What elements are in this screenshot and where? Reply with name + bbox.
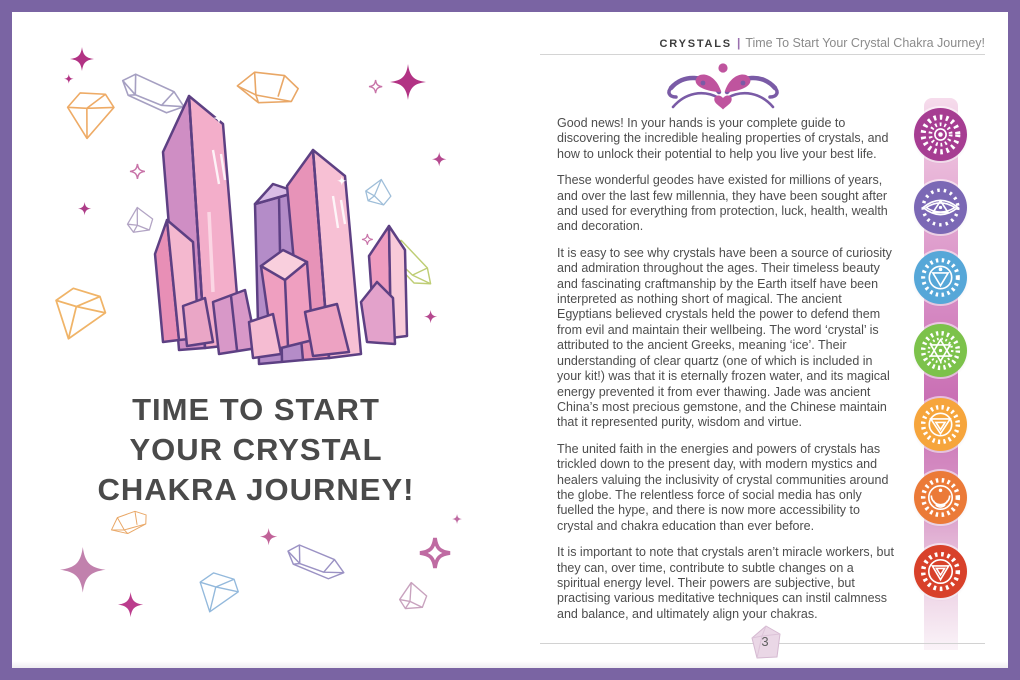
crown-chakra-icon (914, 108, 967, 161)
right-page (530, 12, 1008, 668)
header-separator: | (736, 36, 741, 50)
page-number: 3 (761, 634, 769, 649)
lotus-flourish-ornament (665, 61, 781, 113)
running-header (659, 34, 985, 52)
book-spread (12, 12, 1008, 668)
paragraph: The united faith in the energies and powers of crystals has trickled down to the present day, with modern mystics and healers valuing the inclusivity of crystal communities around the globe. The relentless force of social media has only fuelled the hype, and there is now more accessibility to crystal and chakra education than ever before. (557, 441, 889, 533)
chapter-title: Time To Start Your Crystal Chakra Journey! (745, 36, 985, 50)
sacral-chakra-icon (914, 471, 967, 524)
page-number-badge (748, 624, 784, 662)
solar-plexus-chakra-icon (914, 398, 967, 451)
body-text (557, 116, 898, 633)
paragraph: These wonderful geodes have existed for millions of years, and over the last few millennia, they have been sought after and used for everything from protection, luck, health, wealth and decoration. (557, 173, 888, 234)
throat-chakra-icon (914, 251, 967, 304)
page-title (46, 390, 466, 510)
root-chakra-icon (914, 545, 967, 598)
third-eye-chakra-icon (914, 181, 967, 234)
main-crystal-cluster (155, 96, 407, 364)
page-title-line: YOUR CRYSTAL (129, 432, 383, 467)
heart-chakra-icon (914, 324, 967, 377)
paragraph: It is important to note that crystals aren’t miracle workers, but they can, over time, contribute to subtle changes on a spiritual energy level. Their powers are subjective, but practising various meditative techniques can instil calmness and balance, and ultimately align your chakras. (557, 545, 894, 621)
crystal-illustration (12, 12, 530, 668)
paragraph: Good news! In your hands is your complete guide to discovering the incredible healing properties of crystals, and how to unlock their potential to help you live your best life. (557, 116, 889, 161)
book-label: CRYSTALS (659, 38, 732, 50)
header-rule (540, 54, 985, 55)
page-title-line: TIME TO START (132, 392, 380, 427)
paragraph: It is easy to see why crystals have been a source of curiosity and admiration throughout the ages. Their timeless beauty and fascinating craftmanship by the Earth itself have been interpreted as nothing short of magical. The ancient Egyptians believed crystals held the power to defend them from evil and maintain their wellbeing. The word ‘crystal’ is attributed to the ancient Greeks, meaning ‘ice’. Their understanding of clear quartz (one of which is included in your kit!) was that it is eternally frozen water, and its magical energy prevented it from ever thawing. Jade was ancient China’s most precious gemstone, and the Chinese maintain that it represented purity, wisdom and virtue. (557, 245, 892, 430)
page-title-line: CHAKRA JOURNEY! (97, 472, 415, 507)
